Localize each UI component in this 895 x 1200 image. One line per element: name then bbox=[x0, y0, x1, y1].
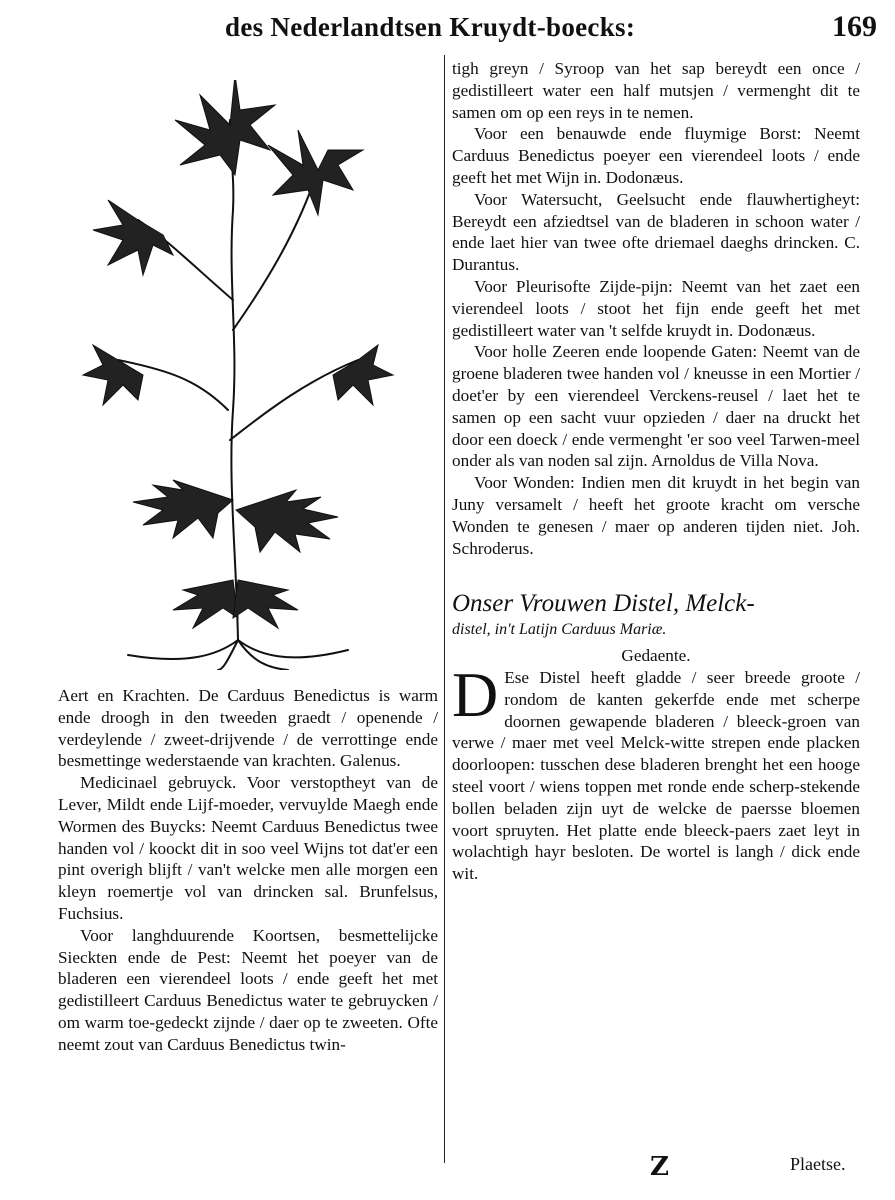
description-paragraph bbox=[452, 658, 860, 885]
drop-cap: D bbox=[452, 658, 499, 730]
paragraph-koortsen: Voor langhduurende Koortsen, besmettelijcke Sieckten ende de Pest: Neemt het poeyer van de bladeren een vierendeel loots / ende geeft het met gedistilleert Carduus Benedictus water te gebruycken / om warm toe-gedeckt zijnde / daer op te zweeten. Ofte neemt zout van Carduus Benedictus twin- bbox=[58, 925, 438, 1054]
running-head: des Nederlandtsen Kruydt-boecks: bbox=[225, 12, 636, 42]
section-subheading: distel, in't Latijn Carduus Mariæ. bbox=[452, 621, 667, 639]
paragraph-continuation: tigh greyn / Syroop van het sap bereydt een once / gedistilleert water een half mutsjen / vermenght dit te samen om op een reys in te nemen. bbox=[452, 59, 860, 122]
column-divider bbox=[444, 55, 445, 1163]
description-text: Ese Distel heeft gladde / seer breede groote / rondom de kanten gekerfde ende met scherpe doornen gewapende bladeren / bleeck-groen van verwe / maer met veel Melck-witte strepen ende placken doorloopen: tusschen dese bladeren brenght het een hooge steel voort / wiens toppen met ronde ende scherp-stekende bollen beladen zijn uyt de welcke de paersse bloemen voort spruyten. Het platte ende bleeck-paers zaet leyt in wolachtigh hayr besloten. De wortel is langh / dick ende wit. bbox=[452, 667, 860, 884]
paragraph-wonden: Voor Wonden: Indien men dit kruydt in het begin van Juny versamelt / heeft het groote kracht om versche Wonden te genesen / maer op anderen tijden niet. Joh. Schroderus. bbox=[452, 473, 860, 558]
left-text-column bbox=[58, 685, 438, 1056]
section-heading: Onser Vrouwen Distel, Melck- bbox=[452, 590, 755, 618]
paragraph-medicinael-gebruyck: Medicinael gebruyck. Voor verstoptheyt van de Lever, Mildt ende Lijf-moeder, vervuylde Maegh ende Wormen des Buycks: Neemt Carduus Benedictus twee handen vol / koockt dit in soo veel Wijns tot dat'er een pint overigh blijft / van't welcke men alle morgen een kleyn roemertje vol van drincken sal. Brunfelsus, Fuchsius. bbox=[58, 773, 438, 923]
gedaente-heading: Gedaente. bbox=[621, 646, 691, 666]
paragraph-pleuris: Voor Pleurisofte Zijde-pijn: Neemt van het zaet een vierendeel loots / stoot het fijn ende geeft het met gedistilleert water van 't selfde kruydt in. Dodonæus. bbox=[452, 276, 860, 340]
signature-mark: Z bbox=[650, 1152, 669, 1182]
paragraph-aert-en-krachten: Aert en Krachten. De Carduus Benedictus is warm ende droogh in den tweeden graedt / openende / verdeylende / zweet-drijvende / de verrottinge ende besmettinge wederstaende van krachten. Galenus. bbox=[58, 686, 438, 771]
catchword: Plaetse. bbox=[790, 1154, 846, 1174]
paragraph-watersucht: Voor Watersucht, Geelsucht ende flauwhertigheyt: Bereydt een afziedtsel van de bladeren in schoon water / ende laet hier van twee ofte driemael daeghs drincken. C. Durantus. bbox=[452, 189, 860, 275]
page-number: 169 bbox=[832, 10, 877, 43]
page-header bbox=[0, 6, 895, 46]
thistle-woodcut-illustration bbox=[78, 80, 398, 670]
right-text-column bbox=[452, 58, 860, 885]
paragraph-holle-zeeren: Voor holle Zeeren ende loopende Gaten: Neemt van de groene bladeren twee handen vol / kneusse in een Mortier / doet'er by een vierendeel Verckens-reusel / laet het te samen op een sacht vuur opzieden / daer na druckt het door een doeck / ende vermenght 'er soo veel Tarwen-meel onder als van noden sal zijn. Arnoldus de Villa Nova. bbox=[452, 342, 860, 471]
paragraph-borst: Voor een benauwde ende fluymige Borst: Neemt Carduus Benedictus poeyer een vierendeel loots / ende geeft het met Wijn in. Dodonæus. bbox=[452, 124, 860, 187]
